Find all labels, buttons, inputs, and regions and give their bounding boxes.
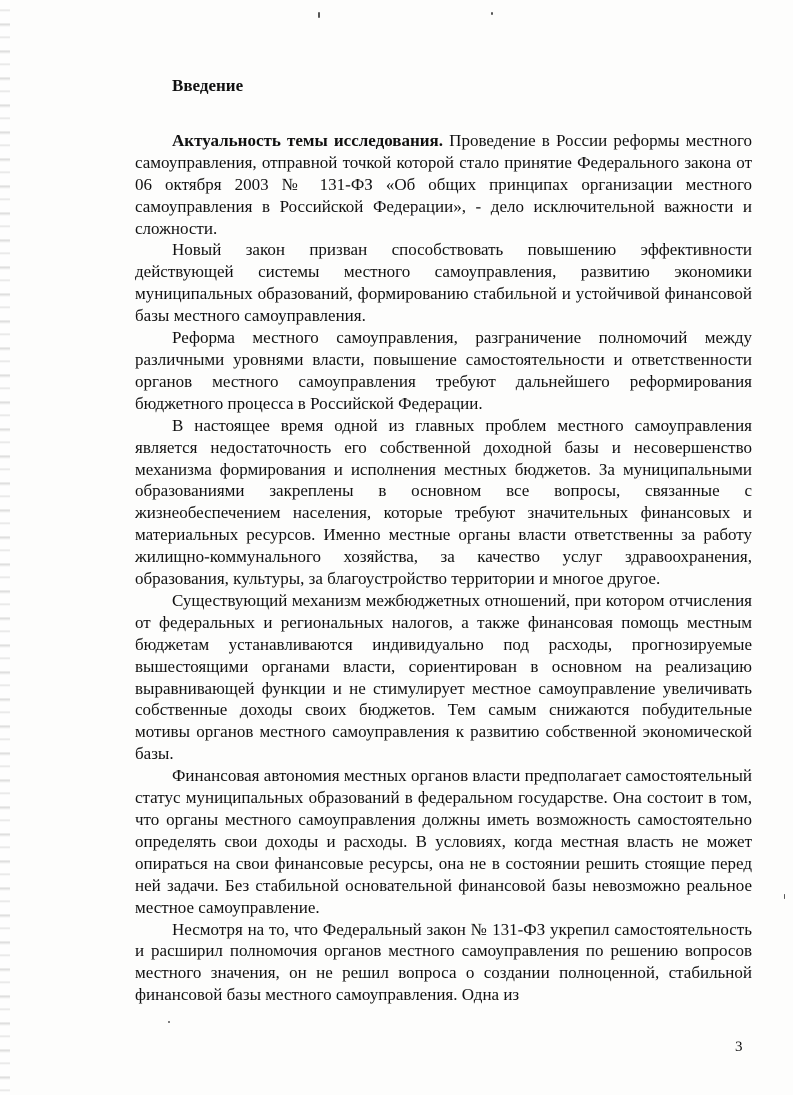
scan-speck bbox=[491, 12, 493, 15]
scan-speck bbox=[318, 12, 320, 18]
paragraph-lead: Актуальность темы исследования. bbox=[172, 130, 444, 150]
paragraph: Несмотря на то, что Федеральный закон № 131-ФЗ укрепил самостоятельность и расширил полномочия органов местного самоуправления по решению вопросов местного значения, он не решил вопроса о создании полноценной, стабильной финансовой базы местного самоуправления. Одна из bbox=[135, 919, 752, 1005]
paragraph-text: Проведение в России реформы местного самоуправления, отправной точкой которой стало принятие Федерального закона от 06 октября 2003 № 131-ФЗ «Об общих принципах организации местного самоуправления в Российской Федерации», - дело исключительной важности и сложности. bbox=[135, 130, 753, 238]
scan-speck bbox=[168, 1021, 170, 1023]
paragraph: В настоящее время одной из главных проблем местного самоуправления является недостаточность его собственной доходной базы и несовершенство механизма формирования и исполнения местных бюджетов. За муниципальными образованиями закреплены в основном все вопросы, связанные с жизнеобеспечением населения, которые требуют значительных финансовых и материальных ресурсов. Именно местные органы власти ответственны за работу жилищно-коммунального хозяйства, за качество услуг здравоохранения, образования, культуры, за благоустройство территории и многое другое. bbox=[135, 415, 752, 589]
paragraph: Существующий механизм межбюджетных отношений, при котором отчисления от федеральных и региональных налогов, а также финансовая помощь местным бюджетам устанавливаются индивидуально под расходы, прогнозируемые вышестоящими органами власти, сориентирован в основном на реализацию выравнивающей функции и не стимулирует местное самоуправление увеличивать собственные доходы своих бюджетов. Тем самым снижаются побудительные мотивы органов местного самоуправления к развитию собственной экономической базы. bbox=[135, 590, 752, 764]
scan-edge-artifact bbox=[0, 0, 10, 1095]
paragraph: Финансовая автономия местных органов власти предполагает самостоятельный статус муниципальных образований в федеральном государстве. Она состоит в том, что органы местного самоуправления должны иметь возможность самостоятельно определять свои доходы и расходы. В условиях, когда местная власть не может опираться на свои финансовые ресурсы, она не в состоянии решить стоящие перед ней задачи. Без стабильной основательной финансовой базы невозможно реальное местное самоуправление. bbox=[135, 766, 752, 917]
paragraph: Новый закон призван способствовать повышению эффективности действующей системы местного самоуправления, развитию экономики муниципальных образований, формированию стабильной и устойчивой финансовой базы местного самоуправления. bbox=[135, 240, 752, 326]
scan-speck bbox=[784, 894, 785, 899]
page-number: 3 bbox=[735, 1039, 743, 1055]
paragraph: Реформа местного самоуправления, разграничение полномочий между различными уровнями власти, повышение самостоятельности и ответственности органов местного самоуправления требуют дальнейшего реформирования бюджетного процесса в Российской Федерации. bbox=[135, 328, 752, 413]
document-body bbox=[135, 75, 752, 1006]
section-heading: Введение bbox=[172, 76, 244, 95]
paragraph bbox=[135, 130, 752, 240]
